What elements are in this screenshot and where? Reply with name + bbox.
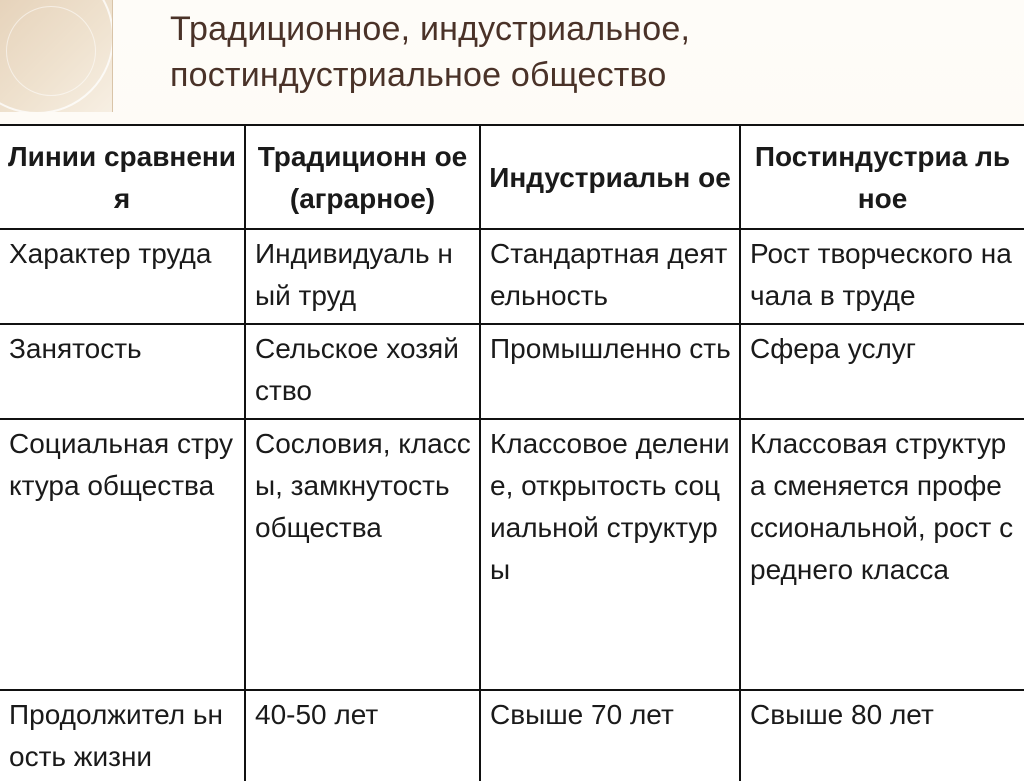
corner-ornament <box>0 0 112 112</box>
cell-traditional: 40-50 лет <box>245 690 480 781</box>
cell-industrial: Стандартная деятельность <box>480 229 740 324</box>
cell-postindustrial: Рост творческого начала в труде <box>740 229 1024 324</box>
header-postindustrial: Постиндустриа льное <box>740 125 1024 229</box>
header-industrial: Индустриальн ое <box>480 125 740 229</box>
row-criterion: Занятость <box>0 324 245 419</box>
cell-industrial: Промышленно сть <box>480 324 740 419</box>
row-criterion: Продолжител ьность жизни <box>0 690 245 781</box>
row-criterion: Социальная структура общества <box>0 419 245 690</box>
header-traditional: Традиционн ое(аграрное) <box>245 125 480 229</box>
slide-title-line-1: Традиционное, индустриальное, <box>170 10 691 48</box>
table-row <box>0 324 1024 419</box>
header-comparison-lines: Линии сравнения <box>0 125 245 229</box>
slide-title-line-2: постиндустриальное общество <box>170 56 667 94</box>
table-row <box>0 690 1024 781</box>
table-header-row <box>0 125 1024 229</box>
cell-postindustrial: Сфера услуг <box>740 324 1024 419</box>
table-row <box>0 419 1024 690</box>
slide-title <box>170 6 970 98</box>
cell-traditional: Индивидуаль ный труд <box>245 229 480 324</box>
cell-industrial: Классовое деление, открытость социальной структуры <box>480 419 740 690</box>
cell-postindustrial: Свыше 80 лет <box>740 690 1024 781</box>
row-criterion: Характер труда <box>0 229 245 324</box>
cell-traditional: Сельское хозяйство <box>245 324 480 419</box>
cell-industrial: Свыше 70 лет <box>480 690 740 781</box>
corner-divider <box>112 0 113 112</box>
comparison-table <box>0 124 1024 781</box>
cell-postindustrial: Классовая структура сменяется профе ссиональной, рост среднего класса <box>740 419 1024 690</box>
table-row <box>0 229 1024 324</box>
cell-traditional: Сословия, классы, замкнутость общества <box>245 419 480 690</box>
